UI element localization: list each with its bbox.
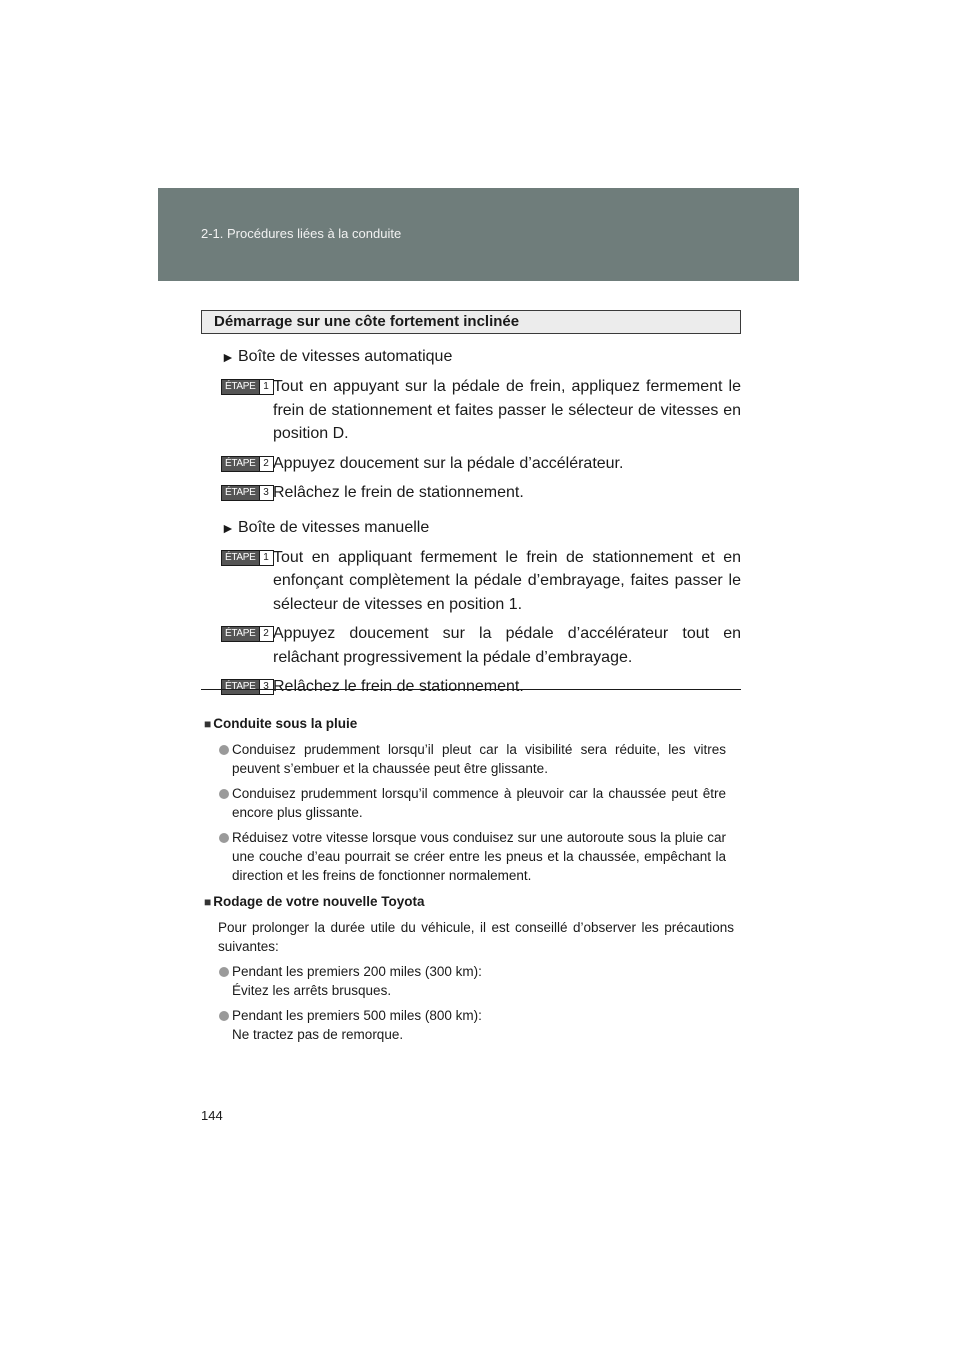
step-text: Tout en appuyant sur la pédale de frein, appliquez fermement le frein de stationnement et faites passer le sélecteur de vitesses en position D. [273, 378, 741, 442]
step-item [201, 546, 741, 617]
circle-bullet-icon [219, 967, 229, 977]
circle-bullet-icon [219, 1011, 229, 1021]
notes-section [204, 710, 734, 1044]
square-bullet-icon: ■ [204, 717, 212, 731]
list-item: Réduisez votre vitesse lorsque vous conduisez sur une autoroute sous la pluie car une couche d’eau pourrait se créer entre les pneus et la chaussée, empêchant la direction et les freins de fonctionner normalement. [204, 828, 734, 885]
chapter-header [158, 188, 799, 281]
step-badge: ÉTAPE 1 [221, 550, 274, 566]
list-item: Conduisez prudemment lorsqu’il pleut car la visibilité sera réduite, les vitres peuvent s’embuer et la chaussée peut être glissante. [204, 740, 734, 778]
step-badge: ÉTAPE 2 [221, 456, 274, 472]
step-item [201, 622, 741, 669]
page-number: 144 [201, 1108, 223, 1123]
section-title: Démarrage sur une côte fortement inclinée [201, 310, 741, 334]
step-text: Tout en appliquant fermement le frein de stationnement et en enfonçant complètement la pédale d’embrayage, faites passer le sélecteur de vitesses en position 1. [273, 548, 741, 613]
main-content [201, 310, 741, 699]
circle-bullet-icon [219, 789, 229, 799]
list-item: Pendant les premiers 200 miles (300 km): Évitez les arrêts brusques. [204, 962, 734, 1000]
note-paragraph: Pour prolonger la durée utile du véhicule, il est conseillé d’observer les précautions suivantes: [218, 920, 734, 954]
list-item: Conduisez prudemment lorsqu’il commence à pleuvoir car la chaussée peut être encore plus glissante. [204, 784, 734, 822]
step-badge: ÉTAPE 1 [221, 379, 274, 395]
list-item: Pendant les premiers 500 miles (800 km): Ne tractez pas de remorque. [204, 1006, 734, 1044]
subsection-label: Boîte de vitesses manuelle [238, 518, 430, 536]
step-badge: ÉTAPE 3 [221, 679, 274, 695]
subsection-automatic [201, 345, 741, 369]
chapter-title: 2-1. Procédures liées à la conduite [201, 226, 402, 241]
square-bullet-icon: ■ [204, 895, 212, 909]
subsection-label: Boîte de vitesses automatique [238, 348, 453, 365]
note-heading-rain: ■ Conduite sous la pluie [204, 716, 358, 731]
step-text: Appuyez doucement sur la pédale d’accélérateur. [273, 454, 624, 472]
section-divider [201, 689, 741, 690]
step-item [201, 675, 741, 699]
step-badge: ÉTAPE 2 [221, 626, 274, 642]
step-text: Relâchez le frein de stationnement. [273, 484, 524, 501]
note-heading-breakin: ■ Rodage de votre nouvelle Toyota [204, 894, 425, 909]
triangle-right-icon: ► [221, 519, 235, 536]
step-item [201, 481, 741, 505]
step-item [201, 452, 741, 476]
circle-bullet-icon [219, 745, 229, 755]
step-text: Appuyez doucement sur la pédale d’accélérateur tout en relâchant progressivement la pédale d’embrayage. [273, 625, 741, 666]
step-text: Relâchez le frein de stationnement. [273, 678, 524, 695]
circle-bullet-icon [219, 833, 229, 843]
triangle-right-icon: ► [221, 349, 235, 365]
subsection-manual [201, 516, 741, 540]
step-item [201, 375, 741, 446]
step-badge: ÉTAPE 3 [221, 485, 274, 501]
